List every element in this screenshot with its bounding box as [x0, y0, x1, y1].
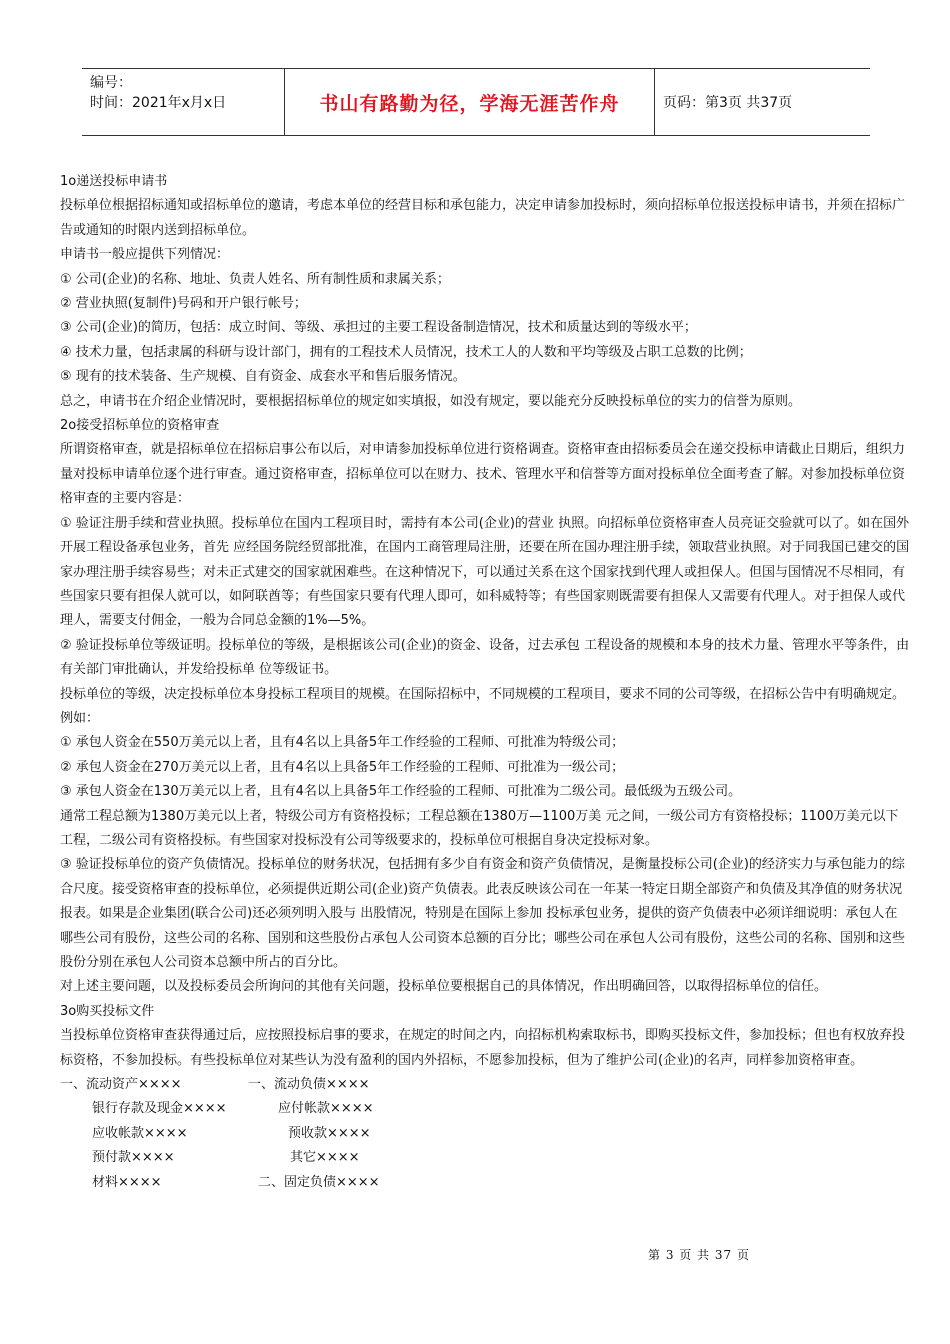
list-item: ⑤ 现有的技术装备、生产规模、自有资金、成套水平和售后服务情况。 — [60, 369, 466, 385]
asset-item: 材料×××× — [92, 1174, 162, 1190]
list-item: ④ 技术力量，包括隶属的科研与设计部门，拥有的工程技术人员情况，技术工人的人数和平均等级及占职工总数的比例； — [60, 344, 752, 360]
paragraph: 对上述主要问题，以及投标委员会所询问的其他有关问题，投标单位要根据自己的具体情况，作出明确回答，以取得招标单位的信任。 — [60, 979, 828, 995]
liability-item: 一、流动负债×××× — [248, 1077, 370, 1093]
section-heading: 2o接受招标单位的资格审查 — [60, 418, 220, 434]
paragraph: 投标单位的等级，决定投标单位本身投标工程项目的规模。在国际招标中，不同规模的工程项目，要求不同的公司等级，在招标公告中有明确规定。例如： — [60, 686, 906, 726]
header-meta — [82, 69, 284, 135]
balance-sheet-list — [60, 1073, 910, 1195]
document-number-label: 编号： — [90, 75, 132, 91]
list-item: ② 验证投标单位等级证明。投标单位的等级，是根据该公司(企业)的资金、设备，过去承包 工程设备的规模和本身的技术力量、管理水平等条件，由有关部门审批确认，并发给投标单 位等级证书。 — [60, 637, 910, 678]
header-motto-cell — [284, 69, 655, 135]
list-item: ③ 验证投标单位的资产负债情况。投标单位的财务状况，包括拥有多少自有资金和资产负债情况，是衡量投标公司(企业)的经济实力与承包能力的综合尺度。接受资格审查的投标单位，必须提供近期公司(企业)资产负债表。此表反映该公司在一年某一特定日期全部资产和负债及其净值的财务状况报表。如果是企业集团(联合公司)还必须列明入股与 出股情况，特别是在国际上参加 投标承包业务，提供的资产负债表中必须详细说明：承包人在哪些公司有股份，这些公司的名称、国别和这些股份占承包人公司资本总额的百分比；哪些公司在承包人公司有股份，这些公司的名称、国别和这些股份分别在承包人公司资本总额中所占的百分比。 — [60, 857, 906, 970]
list-item: ① 承包人资金在550万美元以上者，且有4名以上具备5年工作经验的工程师、可批准为特级公司； — [60, 735, 625, 751]
document-date: 时间：2021年x月x日 — [90, 95, 227, 111]
header-page-info: 页码：第3页 共37页 — [663, 95, 793, 111]
balance-sheet-row — [60, 1097, 910, 1121]
list-item: ② 营业执照(复制件)号码和开户银行帐号； — [60, 296, 307, 312]
asset-item: 银行存款及现金×××× — [92, 1101, 227, 1117]
list-item: ② 承包人资金在270万美元以上者，且有4名以上具备5年工作经验的工程师、可批准为一级公司； — [60, 759, 625, 775]
paragraph: 总之，申请书在介绍企业情况时，要根据招标单位的规定如实填报，如没有规定，要以能充分反映投标单位的实力的信誉为原则。 — [60, 393, 802, 409]
list-item: ③ 承包人资金在130万美元以上者，且有4名以上具备5年工作经验的工程师、可批准为二级公司。最低级为五级公司。 — [60, 784, 742, 800]
paragraph: 当投标单位资格审查获得通过后，应按照投标启事的要求，在规定的时间之内，向招标机构索取标书，即购买投标文件，参加投标；但也有权放弃投标资格，不参加投标。有些投标单位对某些认为没有盈利的国内外招标，不愿参加投标，但为了维护公司(企业)的名声，同样参加资格审查。 — [60, 1028, 906, 1068]
header-motto: 书山有路勤为径，学海无涯苦作舟 — [319, 92, 620, 115]
asset-item: 应收帐款×××× — [92, 1125, 188, 1141]
page-header — [82, 68, 870, 136]
liability-item: 应付帐款×××× — [278, 1101, 374, 1117]
section-heading: 1o递送投标申请书 — [60, 174, 168, 189]
list-item: ① 公司(企业)的名称、地址、负责人姓名、所有制性质和隶属关系； — [60, 271, 450, 287]
list-item: ③ 公司(企业)的简历，包括：成立时间、等级、承担过的主要工程设备制造情况，技术和质量达到的等级水平； — [60, 320, 697, 336]
section-heading: 3o购买投标文件 — [60, 1003, 155, 1019]
paragraph: 申请书一般应提供下列情况： — [60, 247, 230, 263]
paragraph: 所谓资格审查，就是招标单位在招标启事公布以后，对申请参加投标单位进行资格调查。资格审查由招标委员会在递交投标申请截止日期后，组织力量对投标申请单位逐个进行审查。通过资格审查，招标单位可以在财力、技术、管理水平和信誉等方面对投标单位全面考查了解。对参加投标单位资格审查的主要内容是： — [60, 442, 906, 507]
asset-item: 预付款×××× — [92, 1150, 175, 1166]
asset-item: 一、流动资产×××× — [60, 1077, 182, 1093]
list-item: ① 验证注册手续和营业执照。投标单位在国内工程项目时，需持有本公司(企业)的营业 执照。向招标单位资格审查人员亮证交验就可以了。如在国外开展工程设备承包业务，首先 应经国务院经贸部批准，在国内工商管理局注册，还要在所在国办理注册手续，领取营业执照。对于同我国已建交的国家办理注册手续容易些；对未正式建交的国家就困难些。在这种情况下，可以通过关系在这个国家找到代理人或担保人。但国与国情况不尽相同，有些国家只要有担保人就可以，如阿联酋等；有些国家只要有代理人即可，如科威特等；有些国家则既需要有担保人又需要有代理人。对于担保人或代理人，需要支付佣金，一般为合同总金额的1%—5%。 — [60, 515, 910, 629]
balance-sheet-row — [60, 1122, 910, 1146]
document-body — [60, 170, 910, 1195]
paragraph: 投标单位根据招标通知或招标单位的邀请，考虑本单位的经营目标和承包能力，决定申请参加投标时，须向招标单位报送投标申请书，并须在招标广告或通知的时限内送到招标单位。 — [60, 198, 906, 238]
balance-sheet-row — [60, 1171, 910, 1195]
liability-item: 其它×××× — [290, 1150, 360, 1166]
page-footer: 第 3 页 共 37 页 — [648, 1248, 750, 1262]
balance-sheet-row — [60, 1146, 910, 1170]
paragraph: 通常工程总额为1380万美元以上者，特级公司方有资格投标；工程总额在1380万—1100万美 元之间，一级公司方有资格投标；1100万美元以下工程，二级公司有资格投标。有些国家对投标没有公司等级要求的，投标单位可根据自身决定投标对象。 — [60, 808, 899, 848]
balance-sheet-row — [60, 1073, 910, 1097]
liability-item: 二、固定负债×××× — [258, 1174, 380, 1190]
liability-item: 预收款×××× — [288, 1125, 371, 1141]
